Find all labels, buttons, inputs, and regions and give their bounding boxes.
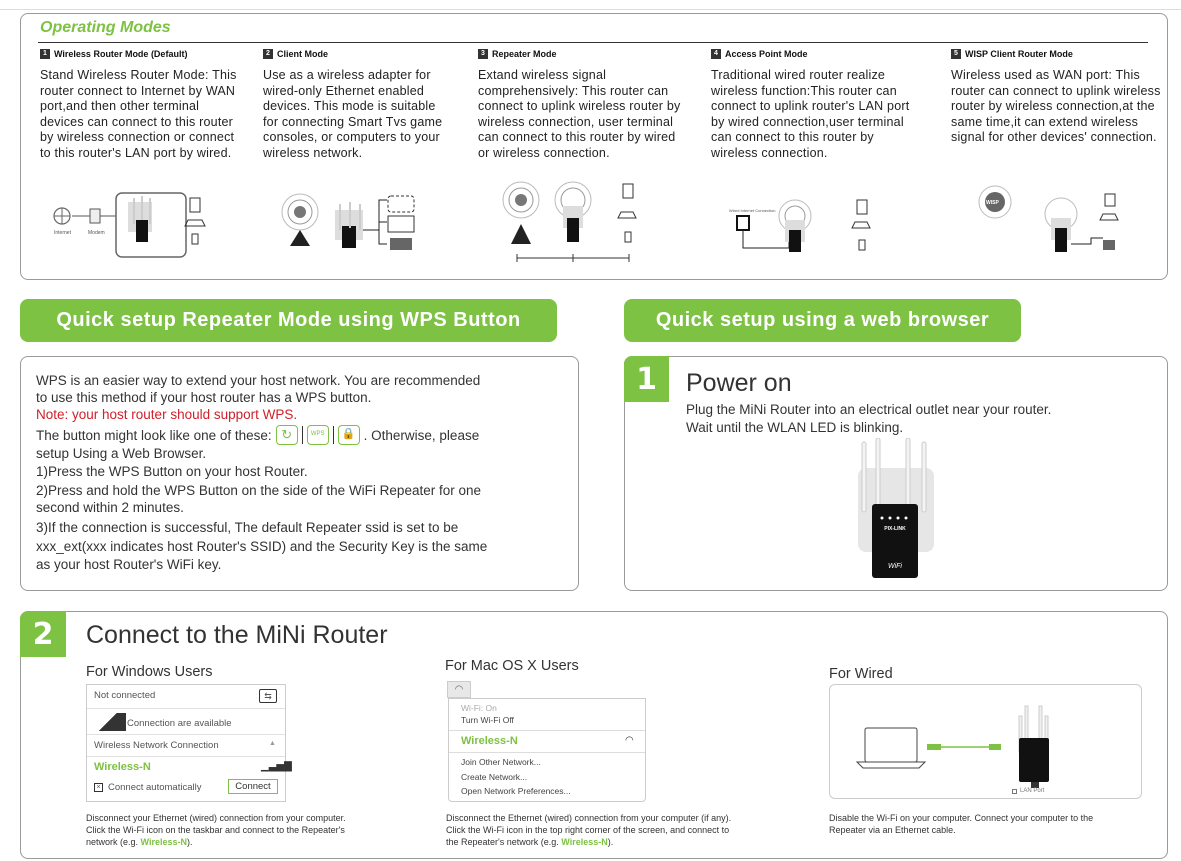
wisp-label: WISP <box>986 200 999 206</box>
top-strip <box>0 0 1181 10</box>
windows-desc-3: network (e.g. Wireless-N). <box>86 837 193 847</box>
wired-desc-1: Disable the Wi-Fi on your computer. Connect your computer to the <box>829 813 1094 823</box>
mode-1-description: Stand Wireless Router Mode: This router connect to Internet by WAN port,and then other terminal devices can connect to this router by wireless connection or connect to this router's LAN port by wired. <box>40 68 237 160</box>
device-wifi-logo: WiFi <box>888 563 902 570</box>
wired-heading: For Wired <box>829 666 893 682</box>
mode-2-title: 2 Client Mode <box>263 49 328 59</box>
connect-button[interactable]: Connect <box>228 779 278 794</box>
connect-auto-checkbox[interactable]: × <box>94 783 103 792</box>
windows-desc-2: Click the Wi-Fi icon on the taskbar and connect to the Repeater's <box>86 825 345 835</box>
wps-step-3b: xxx_ext(xxx indicates host Router's SSID) and the Security Key is the same <box>36 539 488 554</box>
mini-router-image <box>850 438 940 580</box>
mac-heading: For Mac OS X Users <box>445 658 579 674</box>
not-connected-label: Not connected <box>94 690 156 701</box>
mode-3-description: Extand wireless signal comprehensively: This router can connect to uplink wireless router by wireless connection, user terminal can connect to this router by wired or wireless connection. <box>478 68 681 160</box>
wps-lock-button-icon: 🔒 <box>338 425 360 445</box>
wps-step-3c: as your host Router's WiFi key. <box>36 557 222 572</box>
wps-arrow-button-icon: ↻ <box>276 425 298 445</box>
wired-desc-2: Repeater via an Ethernet cable. <box>829 825 956 835</box>
wps-text-button-icon: WPS <box>307 425 329 445</box>
wps-line-1: WPS is an easier way to extend your host network. You are recommended <box>36 373 481 388</box>
mode-5-title: 5 WISP Client Router Mode <box>951 49 1073 59</box>
open-network-prefs-item[interactable]: Open Network Preferences... <box>461 786 571 796</box>
wps-line-3 <box>36 425 479 445</box>
separator-icon <box>302 426 303 444</box>
mac-wifi-menu <box>448 698 646 802</box>
mode-4-description: Traditional wired router realize wireless function:This router can connect to uplink router's LAN port by wired connection,user terminal can connect to this router by wireless connection. <box>711 68 910 160</box>
signal-staircase-icon <box>94 713 126 731</box>
power-on-line-2: Wait until the WLAN LED is blinking. <box>686 420 904 435</box>
refresh-icon[interactable]: ⇆ <box>259 689 277 703</box>
wired-internet-label: Wired Internet Connection <box>729 208 776 213</box>
lan-port-icon <box>1012 789 1017 794</box>
separator-icon <box>333 426 334 444</box>
operating-modes-heading: Operating Modes <box>40 19 171 36</box>
mode-3-title: 3 Repeater Mode <box>478 49 557 59</box>
mode-3-diagram <box>495 178 645 266</box>
mode-4-diagram <box>725 190 875 262</box>
step-1-badge: 1 <box>624 356 669 402</box>
wps-step-3a: 3)If the connection is successful, The default Repeater ssid is set to be <box>36 520 459 535</box>
connect-auto-label: Connect automatically <box>108 782 202 793</box>
wps-line-3b: . Otherwise, please <box>363 427 480 443</box>
wps-line-2: to use this method if your host router has a WPS button. <box>36 390 372 405</box>
mode-2-description: Use as a wireless adapter for wired-only Ethernet enabled devices. This mode is suitable for connecting Smart Tvs game consoles, or computers to your wireless network. <box>263 68 443 160</box>
ssid-item[interactable] <box>87 757 292 803</box>
mode-4-title: 4 Access Point Mode <box>711 49 808 59</box>
internet-label: Internet <box>54 230 71 236</box>
step-2-badge: 2 <box>20 611 66 657</box>
wps-line-4: setup Using a Web Browser. <box>36 446 207 461</box>
heading-rule <box>38 42 1148 43</box>
power-on-title: Power on <box>686 369 792 397</box>
wps-note: Note: your host router should support WPS. <box>36 407 298 422</box>
mode-5-diagram <box>975 184 1125 260</box>
connect-title: Connect to the MiNi Router <box>86 621 388 649</box>
wifi-signal-icon: ◠ <box>625 735 634 746</box>
power-on-line-1: Plug the MiNi Router into an electrical outlet near your router. <box>686 402 1052 417</box>
modem-label: Modem <box>88 230 105 236</box>
wps-line-3a: The button might look like one of these: <box>36 427 272 443</box>
windows-heading: For Windows Users <box>86 664 213 680</box>
mode-2-diagram <box>280 190 430 260</box>
chevron-up-icon[interactable]: ▲ <box>269 740 276 747</box>
connections-available-label: Connection are available <box>127 718 232 729</box>
mac-desc-2: Click the Wi-Fi icon in the top right corner of the screen, and connect to <box>446 825 730 835</box>
web-section-pill: Quick setup using a web browser <box>624 299 1021 342</box>
mac-ssid-item[interactable]: Wireless-N <box>461 735 518 747</box>
mac-desc-3: the Repeater's network (e.g. Wireless-N). <box>446 837 614 847</box>
mac-desc-1: Disconnect the Ethernet (wired) connection from your computer (if any). <box>446 813 732 823</box>
mode-1-diagram <box>50 190 220 260</box>
mac-wifi-menubar-icon[interactable]: ◠ <box>447 681 471 698</box>
wps-step-2a: 2)Press and hold the WPS Button on the side of the WiFi Repeater for one <box>36 483 481 498</box>
windows-desc-1: Disconnect your Ethernet (wired) connection from your computer. <box>86 813 346 823</box>
wireless-connection-label: Wireless Network Connection <box>94 740 219 751</box>
mode-5-description: Wireless used as WAN port: This router can connect to uplink wireless router by wireless connection,at the same time,it can extend wireless signal for other devices' connection. <box>951 68 1161 144</box>
windows-network-panel <box>86 684 292 802</box>
device-brand: PIX-LINK <box>884 526 906 532</box>
wps-step-2b: second within 2 minutes. <box>36 500 184 515</box>
signal-bars-icon: ▁▃▅▇ <box>261 761 292 772</box>
wifi-on-label: Wi-Fi: On <box>461 703 497 713</box>
wired-diagram <box>855 700 1055 796</box>
lan-port-label: LAN Port <box>1012 788 1044 794</box>
create-network-item[interactable]: Create Network... <box>461 772 528 782</box>
join-other-network-item[interactable]: Join Other Network... <box>461 757 541 767</box>
turn-wifi-off-item[interactable]: Turn Wi-Fi Off <box>461 715 514 725</box>
windows-ssid-label: Wireless-N <box>94 761 151 773</box>
wps-step-1: 1)Press the WPS Button on your host Router. <box>36 464 308 479</box>
mode-1-title: 1 Wireless Router Mode (Default) <box>40 49 187 59</box>
wps-section-pill: Quick setup Repeater Mode using WPS Button <box>20 299 557 342</box>
